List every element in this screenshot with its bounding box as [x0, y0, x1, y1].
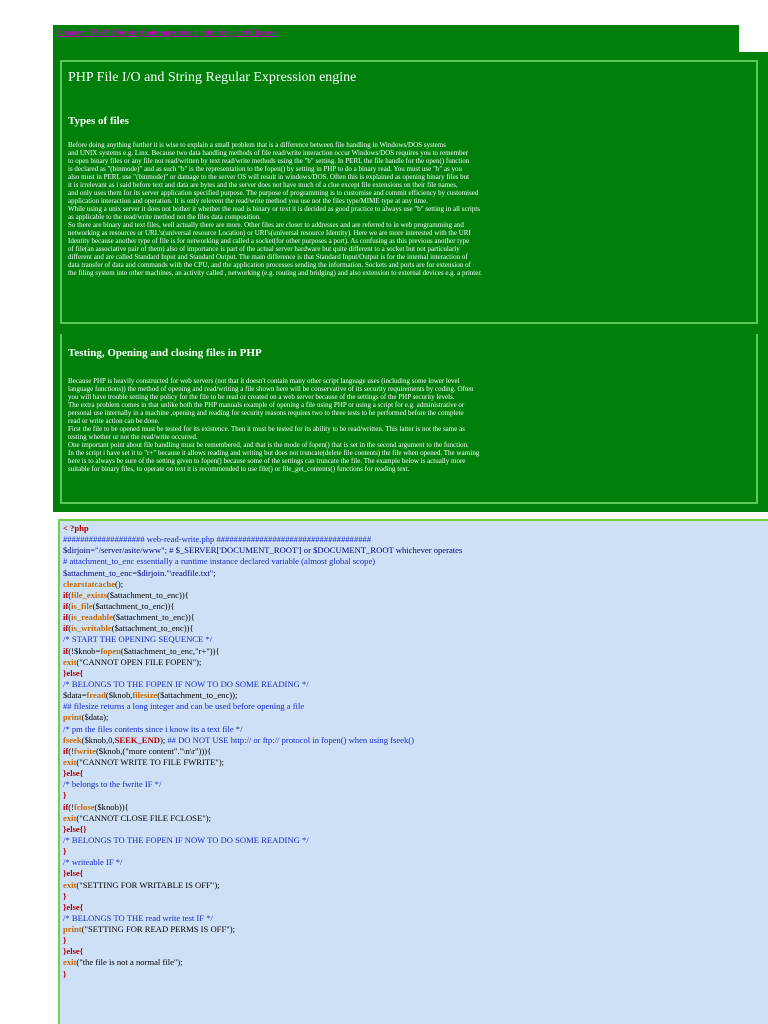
code-token: $attachment_to_enc=$dirjoin."\readfile.txt"; [63, 567, 216, 578]
paragraph-line: it is irrelevant as i said before text and data are bytes and the server does not have much of a clue except file extensions on their file names, [68, 181, 458, 189]
code-line [63, 679, 763, 690]
code-token: if [63, 600, 69, 611]
code-token: ( [68, 600, 72, 611]
code-token: exit [63, 957, 77, 968]
code-token: ( [68, 612, 72, 623]
code-line [63, 746, 763, 757]
code-token: /* belongs to the fwrite IF */ [63, 779, 162, 790]
code-token: ("SETTING FOR WRITABLE IS OFF"); [76, 879, 220, 890]
code-token: < ?php [63, 523, 89, 533]
paragraph-line: the filing system into other machines, an activity called , networking (e.g. routing and bridging) and also extension to external devices e.g. a printer. [68, 269, 483, 277]
code-token: } [63, 790, 67, 801]
code-token: is_writable [71, 623, 112, 634]
code-token: is_readable [71, 612, 113, 623]
code-token: (!$knob= [68, 645, 101, 656]
code-token: is_file [71, 600, 93, 611]
code-token: } [63, 846, 67, 857]
code-token: /* START THE OPENING SEQUENCE */ [63, 634, 213, 645]
code-token: ($data); [81, 712, 109, 723]
code-token: ($attachment_to_enc)){ [111, 623, 194, 634]
code-token: ## filesize returns a long integer and can be used before opening a file [63, 701, 305, 712]
code-token: (! [68, 745, 74, 756]
code-line [63, 579, 763, 590]
code-token: ("CANNOT CLOSE FILE FCLOSE"); [76, 812, 211, 823]
paragraph-line: The extra problem comes in that unlike both the PHP manuals example of opening a file using PHP or using a script for e.g. administrative or [68, 401, 465, 409]
code-line [63, 913, 763, 924]
code-token: if [63, 623, 69, 634]
code-line [63, 790, 763, 801]
paragraph-line: different and are called Standard Input and Standard Output. The main difference is that Standard Input/Output is for the internal interaction of [68, 253, 468, 261]
paragraph-line: and UNIX systems e.g. Linx. Because two data handling methods of file read/write interaction occur Windows/DOS requires you to remember [68, 149, 469, 157]
code-line [63, 779, 763, 790]
code-line [63, 601, 763, 612]
code-token: } [63, 935, 67, 946]
code-token: SEEK_END [114, 734, 160, 745]
code-token: ($knob, [105, 690, 133, 701]
code-line [63, 768, 763, 779]
code-line [63, 935, 763, 946]
code-token: ($knob,("more content"."\n\r"))){ [95, 745, 212, 756]
code-token: if [63, 589, 69, 600]
code-line [63, 835, 763, 846]
paragraph-line: Identity because another type of file is for networking and called a socket(for other purposes a port). As confusing as this previous another type [68, 237, 470, 245]
code-token: filesize [132, 690, 158, 701]
paragraph-line: testing whether or not the read/write occurred. [68, 433, 198, 441]
code-line [63, 712, 763, 723]
code-token: } [63, 968, 67, 979]
code-line [63, 556, 763, 567]
code-line [63, 957, 763, 968]
code-line [63, 523, 763, 534]
code-line [63, 701, 763, 712]
code-line [63, 568, 763, 579]
code-token: clearstatcache [63, 578, 116, 589]
code-line [63, 545, 763, 556]
paragraph-line: Because PHP is heavily constructed for web servers (not that it doesn't contain many other script language uses (including some lower level [68, 377, 460, 385]
code-line [63, 902, 763, 913]
code-token: }else{ [63, 667, 84, 678]
code-line [63, 724, 763, 735]
code-line [63, 824, 763, 835]
paragraph-line: While using a unix server it does not bother it whether the read is binary or text it is decided as good practice to always use "b" setting in all scripts [68, 205, 480, 213]
code-line [63, 813, 763, 824]
code-token: }else{ [63, 901, 84, 912]
paragraph-line: language functions)) the method of opening and read/writing a file shown here will be conservative of its security requirements by coding. Often [68, 385, 474, 393]
chapter-link[interactable]: Chapter 7 PHP Objects (Code operation optimising and Classes) [57, 28, 277, 37]
code-token: print [63, 924, 82, 935]
paragraph-line: networking as resources or URL's(universal resource Location) or URI's(universal resource Identity). Here we are more interested with the URI [68, 229, 471, 237]
code-token: ($attachment_to_enc,"r+")){ [120, 645, 220, 656]
paragraph-line: So there are binary and text files, well actually there are more. Other files are closer to addresses and are referred to in web programming and [68, 221, 464, 229]
code-token: print [63, 712, 82, 723]
section-heading-testing-files: Testing, Opening and closing files in PHP [68, 347, 262, 359]
paragraph-line: to open binary files or any file not read/written by text read/write methods using the "b" setting. In PERL the file handle for the open() function [68, 157, 470, 165]
paragraph-line: and only uses them for its server application specified purpose. The purpose of programming is to customise and commit efficiency by customised [68, 189, 479, 197]
code-line [63, 623, 763, 634]
paragraph-line: you will have trouble setting the policy for the file to be read or created on a web server because of the settings of the PHP security levels. [68, 393, 455, 401]
code-line [63, 924, 763, 935]
code-token: }else{ [63, 768, 84, 779]
paragraph-line: Before doing anything further it is wise to explain a small problem that is a difference between file handling in Windows/DOS systems [68, 141, 446, 149]
code-token: /* BELONGS TO THE FOPEN IF NOW TO DO SOME READING */ [63, 834, 309, 845]
paragraph-line: data transfer of data and commands with the CPU, and the application processes sending the information. Sockets and ports are for extension of [68, 261, 471, 269]
code-line [63, 757, 763, 768]
code-token: /* BELONGS TO THE FOPEN IF NOW TO DO SOME READING */ [63, 678, 309, 689]
code-token: ( [68, 623, 72, 634]
code-line [63, 735, 763, 746]
code-line [63, 802, 763, 813]
testing-files-paragraph [68, 377, 616, 473]
code-token: if [63, 612, 69, 623]
code-line [63, 646, 763, 657]
code-token: ("SETTING FOR READ PERMS IS OFF"); [81, 924, 235, 935]
code-token: fclose [73, 801, 95, 812]
code-token: exit [63, 756, 77, 767]
code-token: ); [159, 734, 168, 745]
code-line [63, 612, 763, 623]
code-token: ("the file is not a normal file"); [76, 957, 183, 968]
code-token: /* writeable IF */ [63, 857, 123, 868]
code-token: (! [68, 801, 74, 812]
code-line [63, 946, 763, 957]
code-token: ("CANNOT OPEN FILE FOPEN"); [76, 656, 202, 667]
paragraph-line: read or write action can be done. [68, 417, 160, 425]
code-token: }else{} [63, 823, 87, 834]
code-token: if [63, 745, 69, 756]
code-token: }else{ [63, 946, 84, 957]
paragraph-line: suitable for binary files, to operate on text it is recommended to use file() or file_get_contents() functions for reading text. [68, 465, 410, 473]
code-token: } [63, 890, 67, 901]
code-line [63, 534, 763, 545]
code-line [63, 846, 763, 857]
chapter-header-bar [53, 25, 739, 52]
code-token: ($attachment_to_enc)){ [92, 600, 175, 611]
paragraph-line: In the script i have set it to "r+" because it allows reading and writing but does not truncate(delete file contents) the file when opened. The warning [68, 449, 480, 457]
code-line [63, 634, 763, 645]
code-token: exit [63, 656, 77, 667]
code-token: fseek [63, 734, 82, 745]
page-title: PHP File I/O and String Regular Expression engine [68, 70, 357, 85]
code-line [63, 868, 763, 879]
code-token: ($attachment_to_enc)); [157, 690, 238, 701]
code-token: ("CANNOT WRITE TO FILE FWRITE"); [76, 756, 225, 767]
paragraph-line: here is to always be sure of the setting given to fopen() because some of the settings can truncate the file. The example below is actually more [68, 457, 466, 465]
code-token: file_exists [71, 589, 107, 600]
paragraph-line: First the file to be opened must be tested for its existence. Then it must be tested for its ability to be read/written. This latter is not the same as [68, 425, 465, 433]
paragraph-line: of file(an associative pair of them) also of importance is part of the actual server hardware but quite different to a socket but not particularly [68, 245, 460, 253]
code-token: ( [68, 589, 72, 600]
code-line [63, 969, 763, 980]
code-line [63, 690, 763, 701]
code-line [63, 668, 763, 679]
code-token: }else{ [63, 868, 84, 879]
code-token: ## DO NOT USE http:// or ftp:// protocol in fopen() when using fseek() [167, 734, 414, 745]
code-token: exit [63, 879, 77, 890]
code-token: ################### web-read-write.php #################################### [63, 534, 372, 545]
paragraph-line: One important point about file handling must be remembered, and that is the mode of fopen() that is set in the second argument to the function. [68, 441, 469, 449]
code-token: if [63, 801, 69, 812]
code-line [63, 590, 763, 601]
paragraph-line: also must in PERL use "(binmode)" or damage to the server OS will result in windows/DOS. Often this is explained as opening binary files but [68, 173, 470, 181]
code-token: ($attachment_to_enc)){ [112, 612, 195, 623]
code-token: fopen [100, 645, 121, 656]
code-token: fread [86, 690, 106, 701]
code-token: ($knob)){ [94, 801, 129, 812]
code-token: (); [115, 578, 124, 589]
code-token: /* pm the files contents since i know its a text file */ [63, 723, 243, 734]
code-token: $dirjoin="/server/asite/www"; # $_SERVER['DOCUMENT_ROOT'] or $DOCUMENT_ROOT whichever operates [63, 545, 463, 556]
code-token: fwrite [73, 745, 96, 756]
code-token: /* BELONGS TO THE read write test IF */ [63, 912, 213, 923]
paragraph-line: application interaction and operation. It is only relevent the read/write method you use not the files type/MIME type at any time. [68, 197, 429, 205]
code-line [63, 880, 763, 891]
code-listing [63, 523, 763, 980]
code-token: exit [63, 812, 77, 823]
code-token: if [63, 645, 69, 656]
types-of-files-paragraph [68, 141, 616, 277]
code-token: # attachment_to_enc essentially a runtime instance declared variable (almost global scope) [63, 556, 376, 567]
paragraph-line: as applicable to the read/write method not the files data composition. [68, 213, 262, 221]
code-token: ($attachment_to_enc)){ [106, 589, 189, 600]
paragraph-line: is declared as "(binmode)" and as such "b" is the representation to the fopen() by setting in PHP to do a binary read. You must use "b" as you [68, 165, 463, 173]
code-line [63, 891, 763, 902]
code-token: ($knob,0, [81, 734, 115, 745]
code-token: $data= [63, 690, 87, 701]
code-line [63, 657, 763, 668]
code-line [63, 857, 763, 868]
section-heading-types-of-files: Types of files [68, 115, 129, 127]
paragraph-line: personal use internally in a machine ,opening and reading for security reasons requires two to three tests to be performed before the complete [68, 409, 464, 417]
